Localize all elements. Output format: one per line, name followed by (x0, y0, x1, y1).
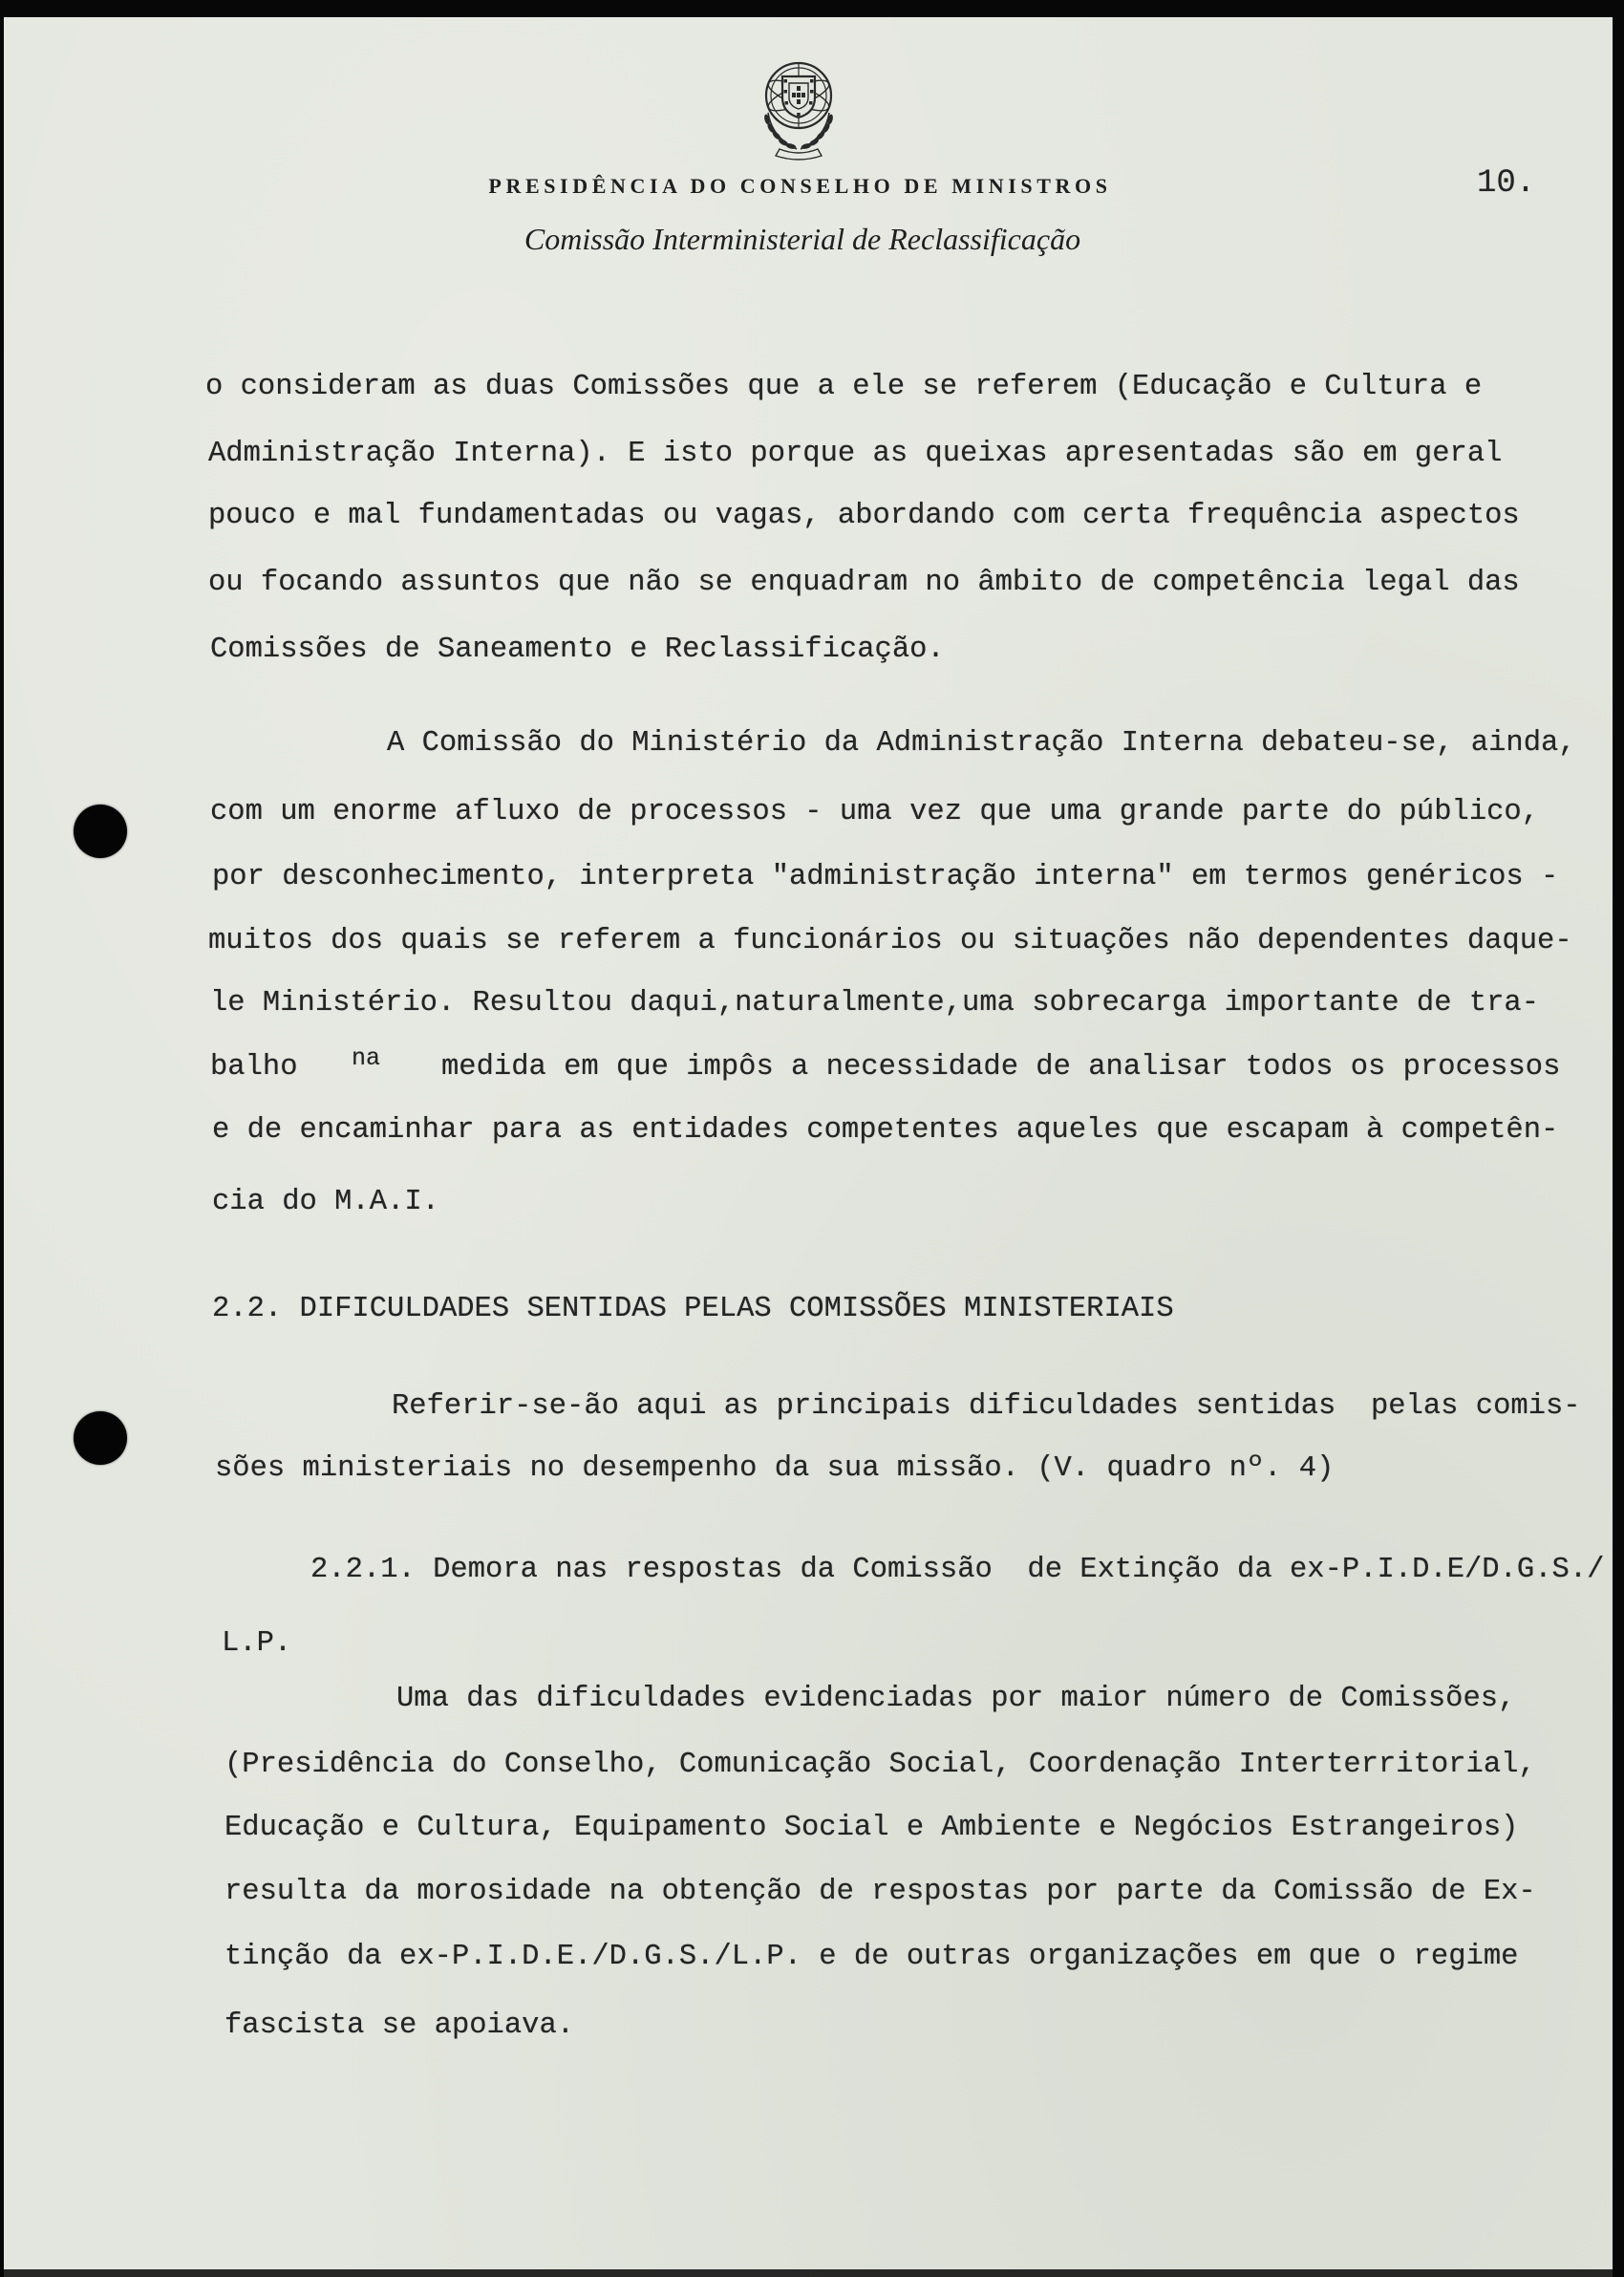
section-heading: 2.2. DIFICULDADES SENTIDAS PELAS COMISSÕES MINISTERIAIS (212, 1293, 1174, 1325)
institution-name: PRESIDÊNCIA DO CONSELHO DE MINISTROS (488, 174, 1112, 198)
text-line: cia do M.A.I. (212, 1186, 439, 1218)
text-line: Comissões de Saneamento e Reclassificação. (210, 634, 945, 666)
punch-hole (74, 1411, 127, 1465)
text-line: pouco e mal fundamentadas ou vagas, abordando com certa frequência aspectos (208, 500, 1520, 532)
scan-border-left (0, 0, 4, 2277)
text-line: e de encaminhar para as entidades competentes aqueles que escapam à competên- (212, 1114, 1559, 1147)
text-line: Referir-se-ão aqui as principais dificuldades sentidas pelas comis- (392, 1390, 1581, 1423)
text-line: ou focando assuntos que não se enquadram no âmbito de competência legal das (208, 567, 1520, 599)
text-line: fascista se apoiava. (224, 2009, 575, 2042)
text-line: L.P. (222, 1627, 292, 1660)
text-line: A Comissão do Ministério da Administração Interna debateu-se, ainda, (387, 727, 1576, 760)
text-line: 2.2.1. Demora nas respostas da Comissão de Extinção da ex-P.I.D.E/D.G.S./ (310, 1554, 1605, 1586)
scan-border-bottom (0, 2269, 1624, 2277)
scan-border-top (0, 0, 1624, 17)
text-line: o consideram as duas Comissões que a ele se referem (Educação e Cultura e (205, 371, 1483, 403)
inserted-word: na (352, 1044, 381, 1072)
text-line: le Ministério. Resultou daqui,naturalmente,uma sobrecarga importante de tra- (210, 987, 1540, 1020)
text-segment: balho (210, 1051, 298, 1084)
text-line: sões ministeriais no desempenho da sua missão. (V. quadro nº. 4) (215, 1452, 1335, 1485)
text-line: muitos dos quais se referem a funcionários ou situações não dependentes daque- (208, 925, 1572, 957)
text-segment: medida em que impôs a necessidade de analisar todos os processos (441, 1051, 1561, 1084)
text-line: por desconhecimento, interpreta "administração interna" em termos genéricos - (212, 861, 1559, 893)
text-line: Educação e Cultura, Equipamento Social e Ambiente e Negócios Estrangeiros) (224, 1812, 1519, 1844)
coat-of-arms-icon (749, 54, 848, 162)
page-number: 10. (1477, 165, 1536, 202)
commission-name: Comissão Interministerial de Reclassificação (524, 222, 1081, 256)
text-line: resulta da morosidade na obtenção de respostas por parte da Comissão de Ex- (224, 1876, 1536, 1908)
punch-hole (74, 805, 127, 858)
scan-border-right (1613, 0, 1624, 2277)
text-line: tinção da ex-P.I.D.E./D.G.S./L.P. e de outras organizações em que o regime (224, 1941, 1519, 1973)
text-line: Uma das dificuldades evidenciadas por maior número de Comissões, (396, 1683, 1516, 1715)
text-line: com um enorme afluxo de processos - uma vez que uma grande parte do público, (210, 796, 1540, 828)
text-line: (Presidência do Conselho, Comunicação Social, Coordenação Interterritorial, (224, 1749, 1536, 1781)
text-line: Administração Interna). E isto porque as queixas apresentadas são em geral (208, 438, 1503, 470)
